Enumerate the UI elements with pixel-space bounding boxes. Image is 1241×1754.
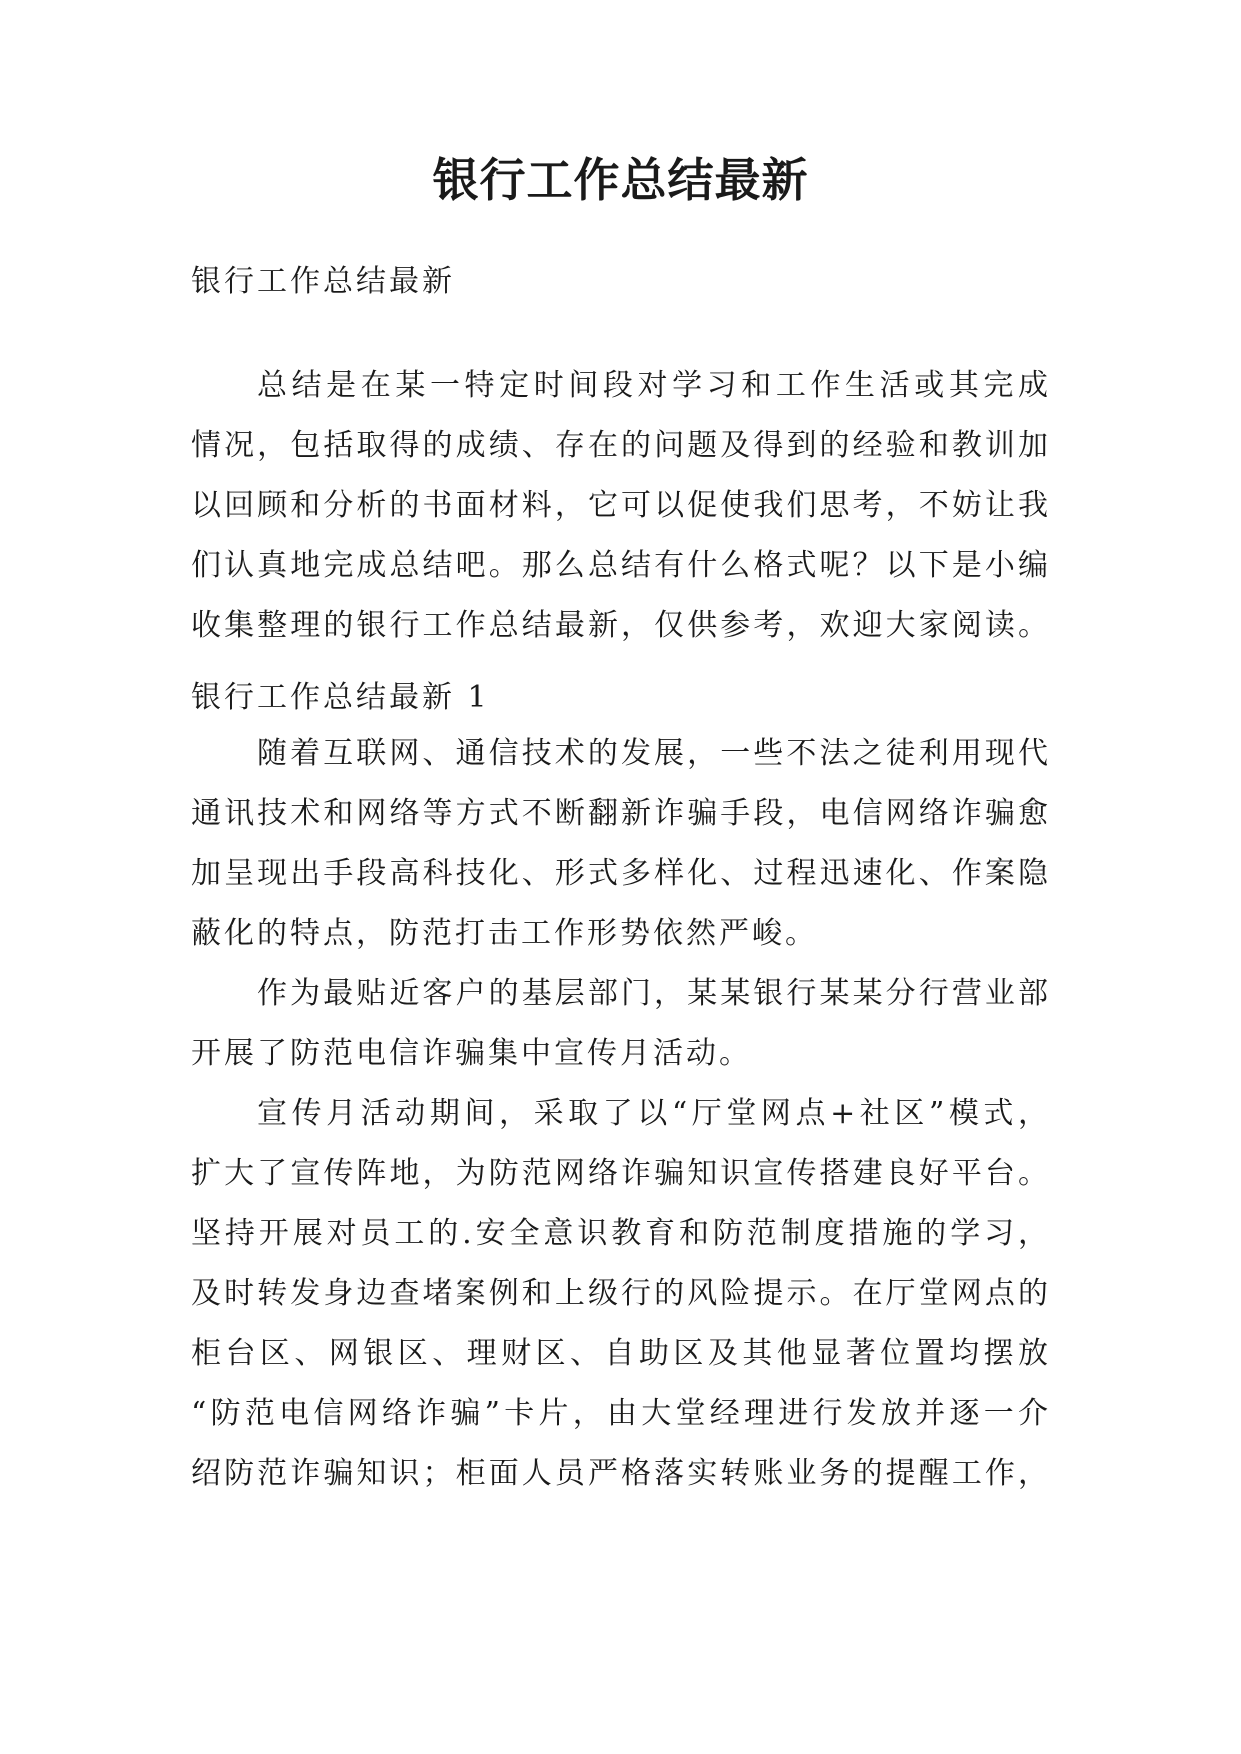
intro-line: 们认真地完成总结吧。那么总结有什么格式呢？以下是小编 [191,548,1051,583]
paragraph-line: 扩大了宣传阵地，为防范网络诈骗知识宣传搭建良好平台。 [191,1156,1051,1191]
paragraph-line: 作为最贴近客户的基层部门，某某银行某某分行营业部 [257,976,1051,1011]
section-heading: 银行工作总结最新 1 [191,680,490,715]
intro-line: 总结是在某一特定时间段对学习和工作生活或其完成 [257,368,1051,403]
intro-line: 收集整理的银行工作总结最新，仅供参考，欢迎大家阅读。 [191,608,1051,643]
paragraph-line: 及时转发身边查堵案例和上级行的风险提示。在厅堂网点的 [191,1276,1051,1311]
paragraph-1 [191,724,1051,964]
paragraph-line: “防范电信网络诈骗”卡片，由大堂经理进行发放并逐一介 [191,1396,1051,1431]
intro-paragraph [191,356,1051,656]
paragraph-line: 蔽化的特点，防范打击工作形势依然严峻。 [191,916,818,951]
document-subtitle: 银行工作总结最新 [191,264,455,299]
paragraph-line: 宣传月活动期间，采取了以“厅堂网点+社区”模式， [257,1096,1051,1131]
paragraph-line: 随着互联网、通信技术的发展，一些不法之徒利用现代 [257,736,1051,771]
paragraph-line: 加呈现出手段高科技化、形式多样化、过程迅速化、作案隐 [191,856,1051,891]
paragraph-line: 坚持开展对员工的.安全意识教育和防范制度措施的学习， [191,1216,1051,1251]
paragraph-line: 绍防范诈骗知识；柜面人员严格落实转账业务的提醒工作， [191,1456,1051,1491]
paragraph-line: 通讯技术和网络等方式不断翻新诈骗手段，电信网络诈骗愈 [191,796,1051,831]
intro-line: 以回顾和分析的书面材料，它可以促使我们思考，不妨让我 [191,488,1051,523]
paragraph-3 [191,1084,1051,1504]
paragraph-line: 开展了防范电信诈骗集中宣传月活动。 [191,1036,752,1071]
document-title: 银行工作总结最新 [432,153,809,207]
paragraph-2 [191,964,1051,1084]
paragraph-line: 柜台区、网银区、理财区、自助区及其他显著位置均摆放 [191,1336,1051,1371]
intro-line: 情况，包括取得的成绩、存在的问题及得到的经验和教训加 [191,428,1051,463]
